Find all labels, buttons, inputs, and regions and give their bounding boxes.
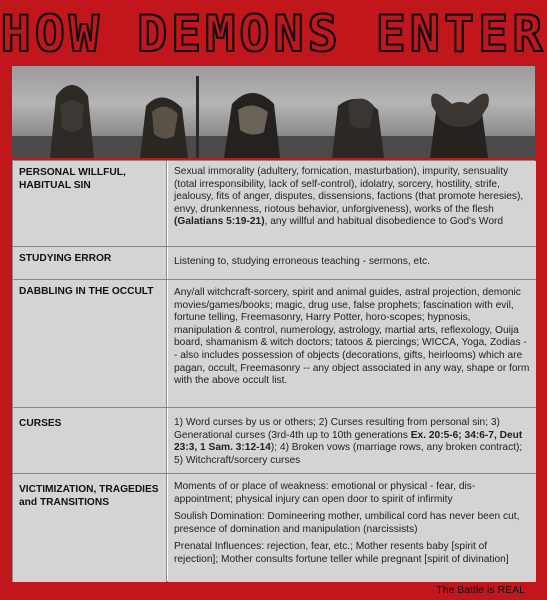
table-row: [13, 408, 536, 474]
description-paragraph: Soulish Domination: Domineering mother, umbilical cord has never been cut, presence of domination and manipulation (narcissists): [174, 511, 520, 535]
row-description: [168, 474, 536, 582]
table-row: [13, 247, 536, 280]
page-title: HOW DEMONS ENTER: [0, 5, 547, 63]
description-paragraph: Moments of or place of weakness: emotional or physical - fear, dis-appointment; physical injury can open door to spirit of infirmity: [174, 481, 476, 505]
row-label: DABBLING IN THE OCCULT: [13, 280, 167, 407]
footer-tagline: The Battle is REAL: [436, 584, 525, 596]
description-paragraph: Prenatal Influences: rejection, fear, etc.; Mother resents baby [spirit of rejection]; Mother consults fortune teller while pregnant [spirit of divination]: [174, 541, 509, 565]
table-row: [13, 280, 536, 408]
row-description: Listening to, studying erroneous teaching - sermons, etc.: [168, 247, 536, 279]
description-text: , any willful and habitual disobedience to God's Word: [264, 216, 504, 228]
description-text: 1) Word curses by us or others; 2) Curses resulting from personal sin; 3) Generational curses (3rd-4th up to 10th generations: [174, 417, 500, 441]
description-text: ); 4) Broken vows (marriage rows, any broken contract); 5) Witchcraft/sorcery curses: [174, 442, 523, 466]
row-label: VICTIMIZATION, TRAGEDIES and TRANSITIONS: [13, 474, 167, 582]
masked-figures-illustration: [12, 66, 535, 158]
row-description: [168, 161, 536, 246]
row-description: Any/all witchcraft-sorcery, spirit and animal guides, astral projection, demonic movies/games/books; magic, drug use, false prophets; fascination with evil, fortune telling, Freemasonry, Harry Potter, horo-scopes; hypnosis, manipulation & control, numerology, astrology, martial arts, reflexology, Ouija board, shamanism & witch doctors; tatoos & piercings; WICCA, Yoga, Zodias -- also includes possession of objects (decorations, gifts, heirlooms) which are pagan, occult, Freemasonry -- any object associated in any way, shape or form with the above occult list.: [168, 280, 536, 407]
row-label: PERSONAL WILLFUL, HABITUAL SIN: [13, 161, 167, 246]
row-label: STUDYING ERROR: [13, 247, 167, 279]
description-text: Sexual immorality (adultery, fornication, masturbation), impurity, sensuality (total irresponsibility, lack of self-control), idolatry, sorcery, hostility, strife, jealousy, fits of anger, disputes, dissensions, factions (that promote heresies), envy, drunkenness, riotous behavior, unforgiveness), works of the flesh: [174, 166, 524, 215]
scripture-reference: (Galatians 5:19-21): [174, 216, 265, 228]
row-label: CURSES: [13, 408, 167, 473]
entry-points-table: [12, 160, 535, 582]
table-row: [13, 474, 536, 582]
hooded-figures-photo: [12, 66, 535, 158]
scripture-reference: Ex. 20:5-6; 34:6-7, Deut 23:3, 1 Sam. 3:12-14: [174, 429, 523, 454]
table-row: [13, 161, 536, 247]
row-description: [168, 408, 536, 473]
